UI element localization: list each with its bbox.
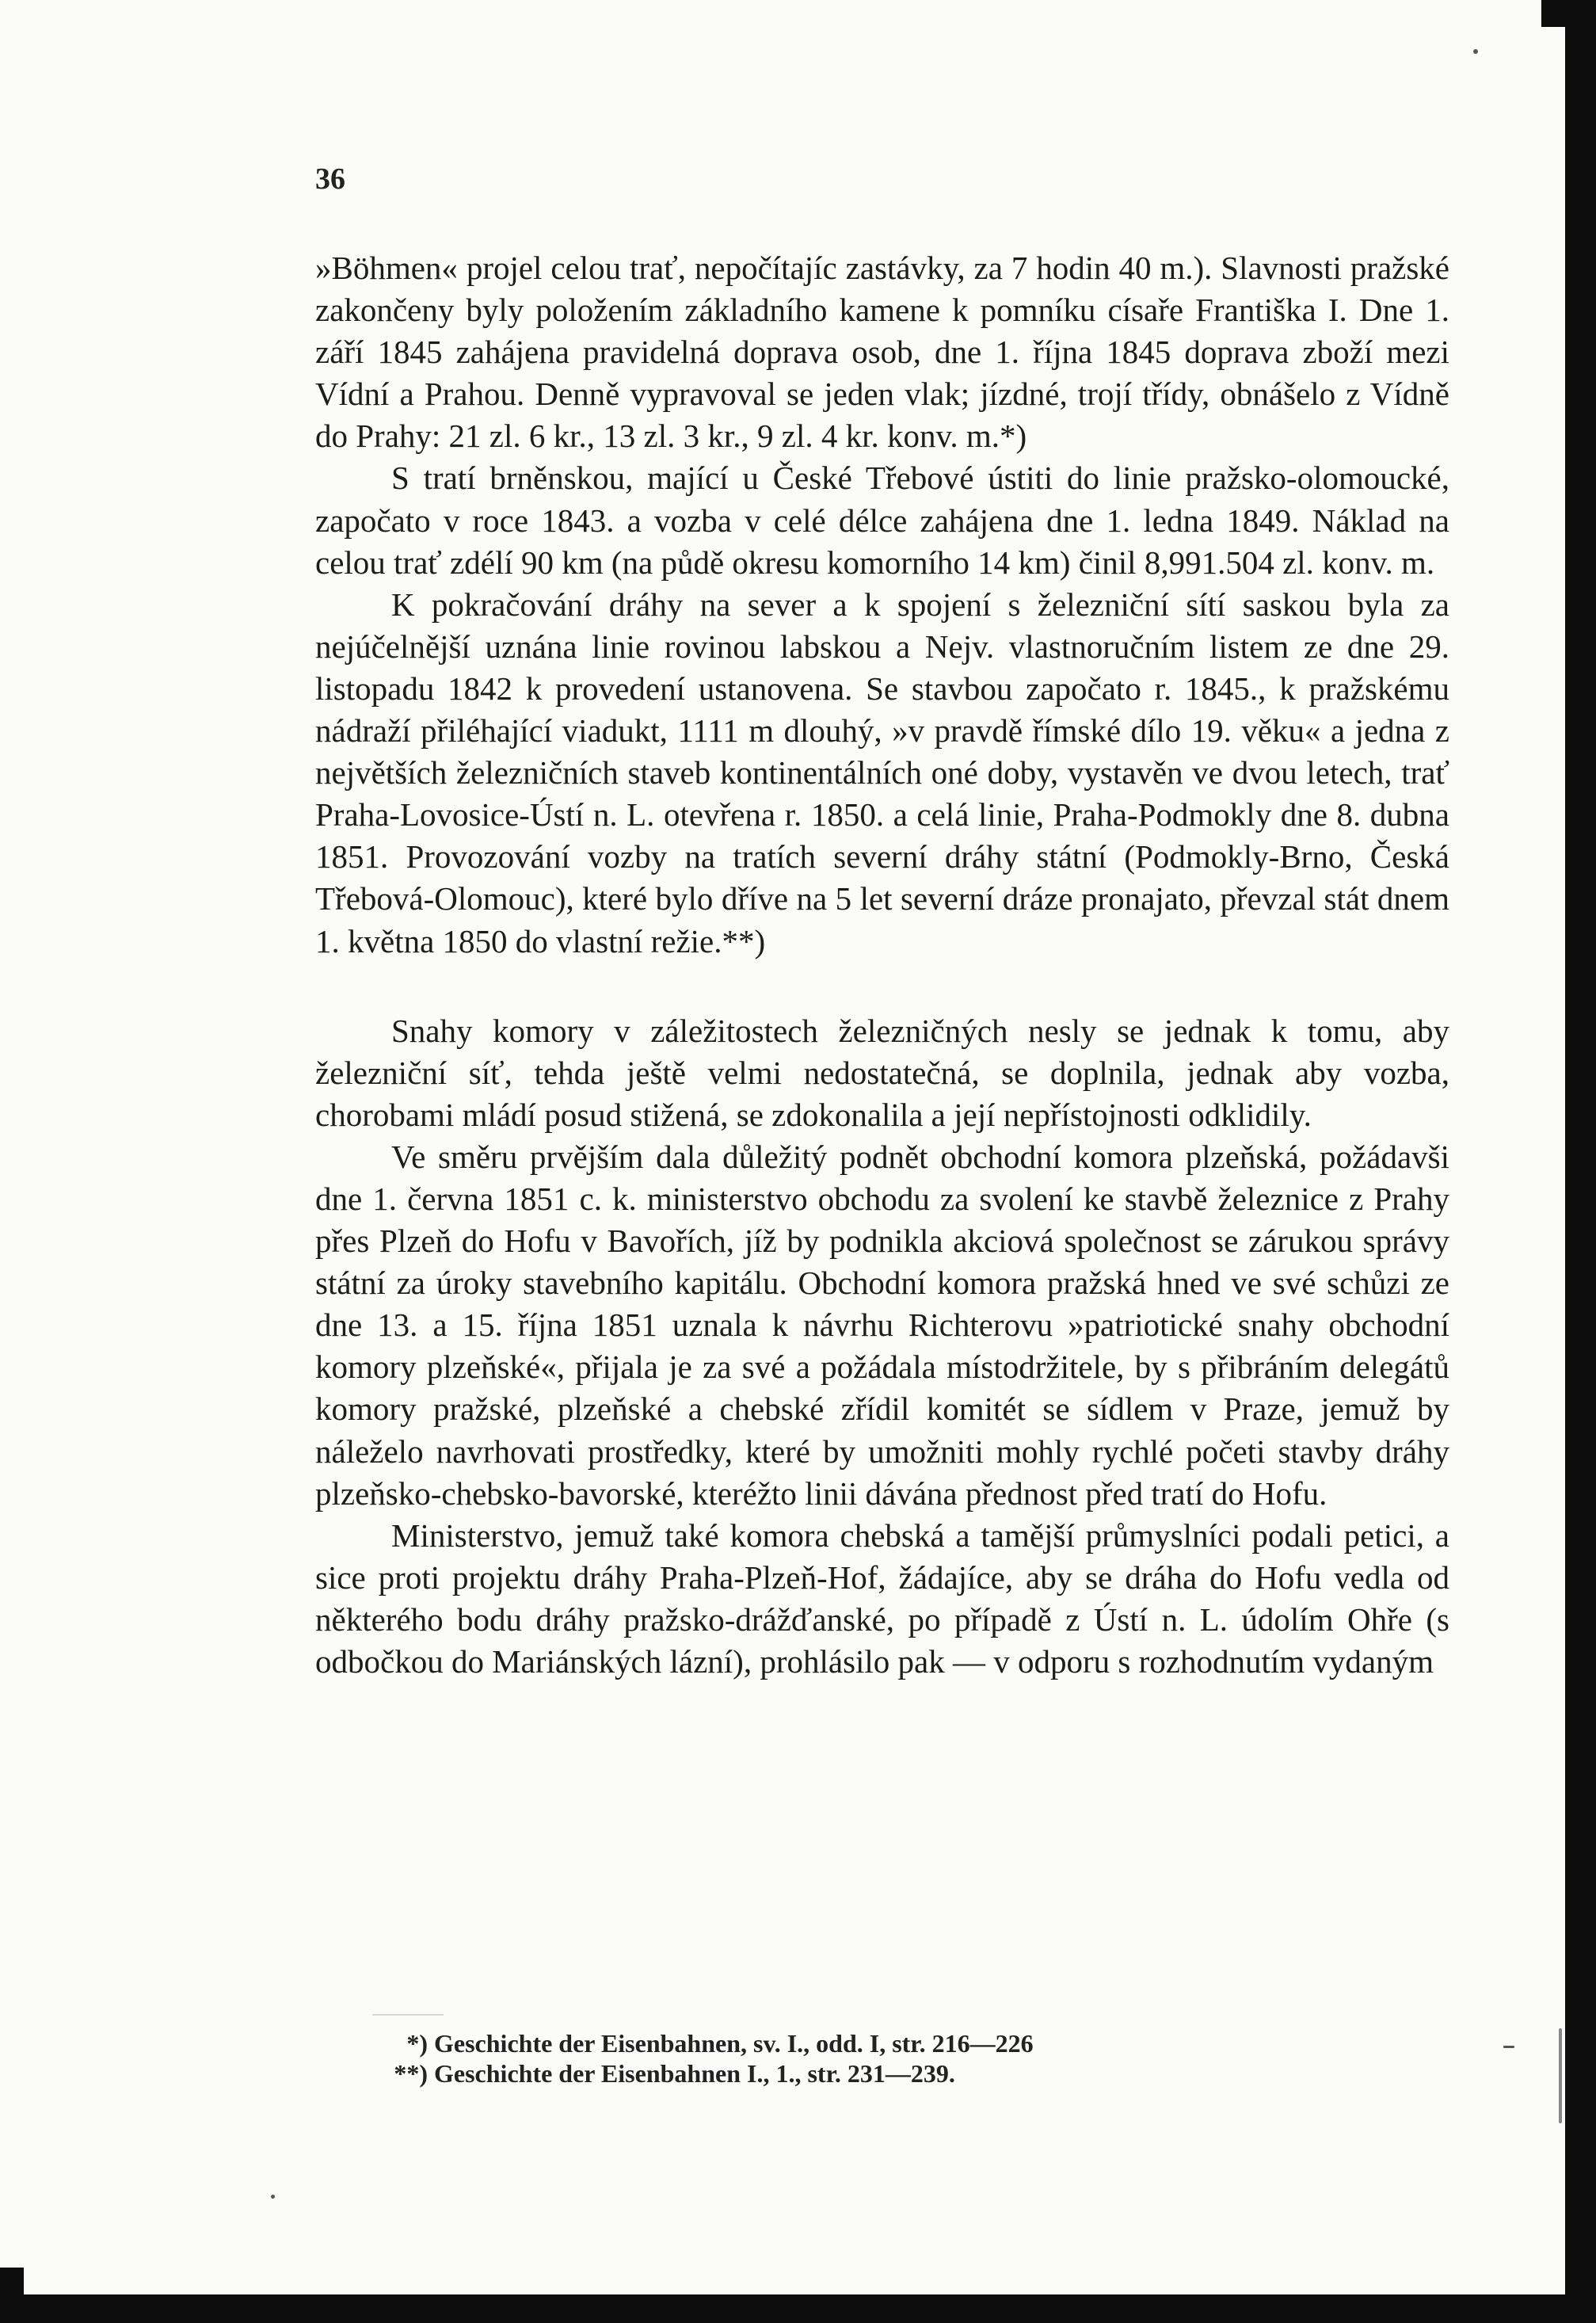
footnote-1-mark: *): [406, 2029, 428, 2058]
scan-speck: [1559, 2028, 1562, 2123]
paragraph-chamber-efforts: Snahy komory v záležitostech železničných nesly se jednak k tomu, aby železniční síť, tehda ještě velmi nedostatečná, se doplnila, jednak aby vozba, chorobami mládí posud stižená, se zdokonalila a její nepřístojnosti odklidily.: [315, 1012, 1449, 1133]
footnote-separator: [372, 2014, 444, 2016]
footnote-2-text: Geschichte der Eisenbahnen I., 1., str. 231—239.: [434, 2059, 955, 2088]
paragraph-ministry: Ministerstvo, jemuž také komora chebská a tamější průmyslníci podali petici, a sice proti projektu dráhy Praha-Plzeň-Hof, žádajíce, aby se dráha do Hofu vedla od některého bodu dráhy pražsko-drážďanské, po případě z Ústí n. L. údolím Ohře (s odbočkou do Mariánských lázní), prohlásilo pak — v odporu s rozhodnutím vydaným: [315, 1516, 1449, 1680]
scan-speck: [1473, 49, 1478, 54]
footnotes: [372, 2028, 1034, 2088]
main-text: [315, 247, 1449, 1683]
footnote-1: [372, 2028, 1034, 2058]
paragraph-brno-line: S tratí brněnskou, mající u České Třebové ústiti do linie pražsko-olomoucké, započato v roce 1843. a vozba v celé délce zahájena dne 1. ledna 1849. Náklad na celou trať zdélí 90 km (na půdě okresu komorního 14 km) činil 8,991.504 zl. konv. m.: [315, 460, 1449, 581]
paragraph-continuation: »Böhmen« projel celou trať, nepočítajíc zastávky, za 7 hodin 40 m.). Slavnosti pražské zakončeny byly položením základního kamene k pomníku císaře Františka I. Dne 1. září 1845 zahájena pravidelná doprava osob, dne 1. října 1845 doprava zboží mezi Vídní a Prahou. Denně vypravoval se jeden vlak; jízdné, trojí třídy, obnášelo z Vídně do Prahy: 21 zl. 6 kr., 13 zl. 3 kr., 9 zl. 4 kr. konv. m.*): [315, 250, 1449, 455]
scan-speck: [271, 2195, 275, 2199]
footnote-2-mark: **): [394, 2059, 428, 2088]
page-number: 36: [315, 162, 345, 196]
paragraph-northern-line: K pokračování dráhy na sever a k spojení s železniční sítí saskou byla za nejúčelnější uznána linie rovinou labskou a Nejv. vlastnoručním listem ze dne 29. listopadu 1842 k provedení ustanovena. Se stavbou započato r. 1845., k pražskému nádraží přiléhající viadukt, 1111 m dlouhý, »v pravdě římské dílo 19. věku« a jedna z největších železničních staveb kontinentálních oné doby, vystavěn ve dvou letech, trať Praha-Lovosice-Ústí n. L. otevřena r. 1850. a celá linie, Praha-Podmokly dne 8. dubna 1851. Provozování vozby na tratích severní dráhy státní (Podmokly-Brno, Česká Třebová-Olomouc), které bylo dříve na 5 let severní dráze pronajato, převzal stát dnem 1. května 1850 do vlastní režie.**): [315, 586, 1449, 959]
footnote-1-text: Geschichte der Eisenbahnen, sv. I., odd. I, str. 216—226: [434, 2029, 1034, 2058]
footnote-2: [372, 2058, 1034, 2088]
scan-speck: [1503, 2046, 1514, 2048]
paragraph-pilsen-chamber: Ve směru prvějším dala důležitý podnět obchodní komora plzeňská, požádavši dne 1. června 1851 c. k. ministerstvo obchodu za svolení ke stavbě železnice z Prahy přes Plzeň do Hofu v Bavořích, jíž by podnikla akciová společnost se zárukou správy státní za úroky stavebního kapitálu. Obchodní komora pražská hned ve své schůzi ze dne 13. a 15. října 1851 uznala k návrhu Richterovu »patriotické snahy obchodní komory plzeňské«, přijala je za své a požádala místodržitele, by s přibráním delegátů komory pražské, plzeňské a chebské zřídil komitét se sídlem v Praze, jemuž by náleželo navrhovati prostředky, které by umožniti mohly rychlé početi stavby dráhy plzeňsko-chebsko-bavorské, kteréžto linii dávána přednost před tratí do Hofu.: [315, 1138, 1449, 1512]
